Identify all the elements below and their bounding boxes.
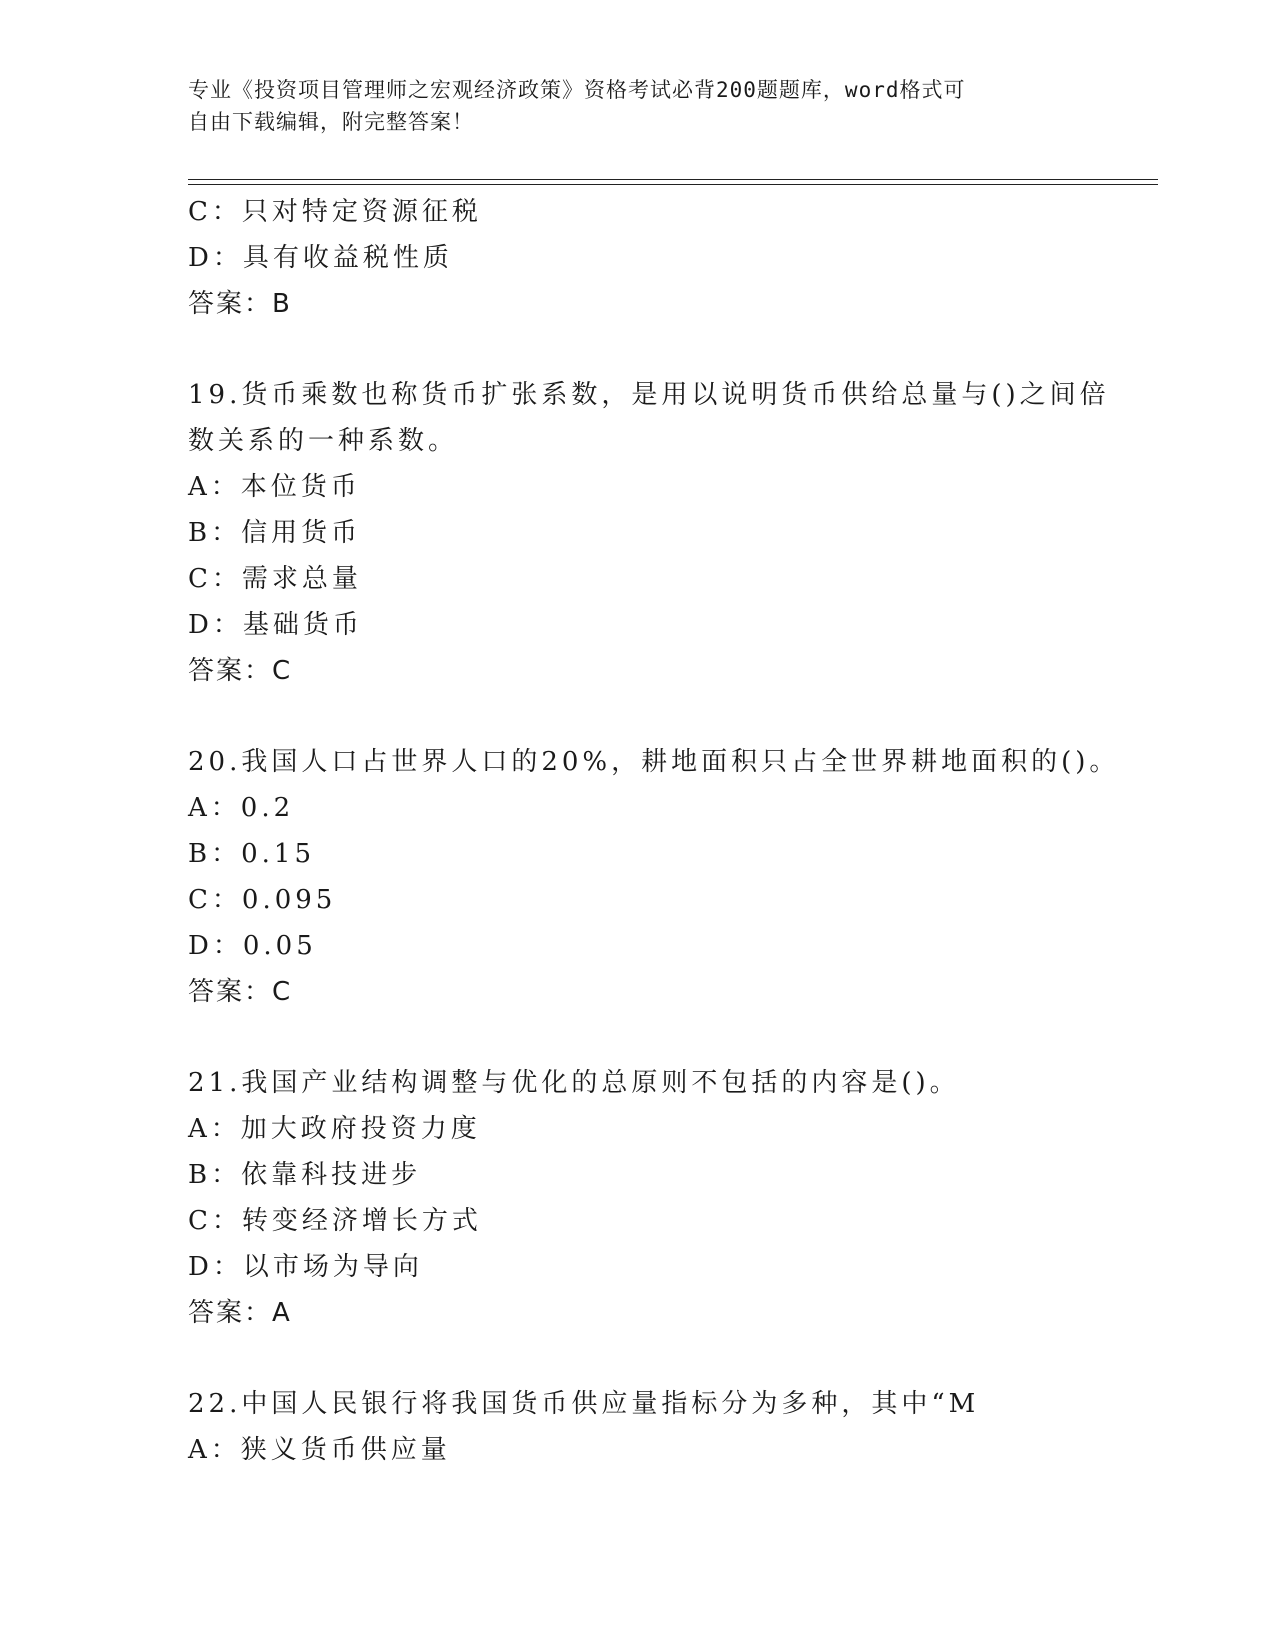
spacer <box>188 327 1168 372</box>
spacer <box>188 1336 1168 1381</box>
option-d <box>188 602 1168 648</box>
option-text: 0.2 <box>240 793 295 823</box>
answer-line: 答案：A <box>188 1298 292 1328</box>
option-label: A： <box>188 1114 241 1144</box>
option-c <box>188 556 1168 602</box>
option-b <box>188 831 1168 877</box>
option-a <box>188 1427 1168 1473</box>
spacer <box>188 694 1168 739</box>
option-text: 本位货币 <box>240 472 361 502</box>
option-text: 狭义货币供应量 <box>240 1435 451 1465</box>
answer-line: 答案：C <box>188 977 293 1007</box>
header-rule-bottom <box>188 184 1158 185</box>
option-label: D： <box>188 243 243 273</box>
option-label: A： <box>188 472 241 502</box>
option-c <box>188 189 1168 235</box>
question-stem: 22.中国人民银行将我国货币供应量指标分为多种，其中“M <box>188 1389 980 1419</box>
option-text: 信用货币 <box>241 518 362 548</box>
header-line-1: 专业《投资项目管理师之宏观经济政策》资格考试必背200题题库，word格式可 <box>188 78 966 102</box>
option-text: 加大政府投资力度 <box>240 1114 481 1144</box>
question-stem: 21.我国产业结构调整与优化的总原则不包括的内容是()。 <box>188 1068 960 1098</box>
option-label: C： <box>188 564 242 594</box>
option-a <box>188 1106 1168 1152</box>
answer-line: 答案：B <box>188 289 292 319</box>
option-a <box>188 464 1168 510</box>
option-label: B： <box>188 1160 242 1190</box>
option-text: 具有收益税性质 <box>242 243 453 273</box>
question-stem: 19.货币乘数也称货币扩张系数，是用以说明货币供给总量与()之间倍 <box>188 380 1110 410</box>
option-d <box>188 235 1168 281</box>
question-stem: 20.我国人口占世界人口的20%，耕地面积只占全世界耕地面积的()。 <box>188 747 1120 777</box>
option-label: D： <box>188 1252 243 1282</box>
option-text: 0.095 <box>241 885 337 915</box>
option-label: C： <box>188 885 242 915</box>
document-header <box>188 74 1088 138</box>
spacer <box>188 1015 1168 1060</box>
option-label: B： <box>188 518 242 548</box>
option-label: D： <box>188 610 243 640</box>
option-text: 需求总量 <box>241 564 362 594</box>
header-rule-top <box>188 179 1158 180</box>
option-label: B： <box>188 839 242 869</box>
option-c <box>188 1198 1168 1244</box>
option-label: A： <box>188 793 241 823</box>
option-text: 只对特定资源征税 <box>241 197 482 227</box>
header-line-2: 自由下载编辑，附完整答案！ <box>188 110 474 134</box>
option-text: 基础货币 <box>242 610 363 640</box>
option-label: C： <box>188 197 242 227</box>
option-d <box>188 1244 1168 1290</box>
option-label: A： <box>188 1435 241 1465</box>
answer-line: 答案：C <box>188 656 293 686</box>
option-label: D： <box>188 931 243 961</box>
option-b <box>188 510 1168 556</box>
option-d <box>188 923 1168 969</box>
option-text: 转变经济增长方式 <box>241 1206 482 1236</box>
question-stem: 数关系的一种系数。 <box>188 426 459 456</box>
option-text: 0.15 <box>241 839 315 869</box>
option-a <box>188 785 1168 831</box>
question-list <box>188 189 1168 1473</box>
option-c <box>188 877 1168 923</box>
option-label: C： <box>188 1206 242 1236</box>
option-text: 0.05 <box>242 931 317 961</box>
option-text: 以市场为导向 <box>242 1252 423 1282</box>
option-text: 依靠科技进步 <box>241 1160 422 1190</box>
option-b <box>188 1152 1168 1198</box>
